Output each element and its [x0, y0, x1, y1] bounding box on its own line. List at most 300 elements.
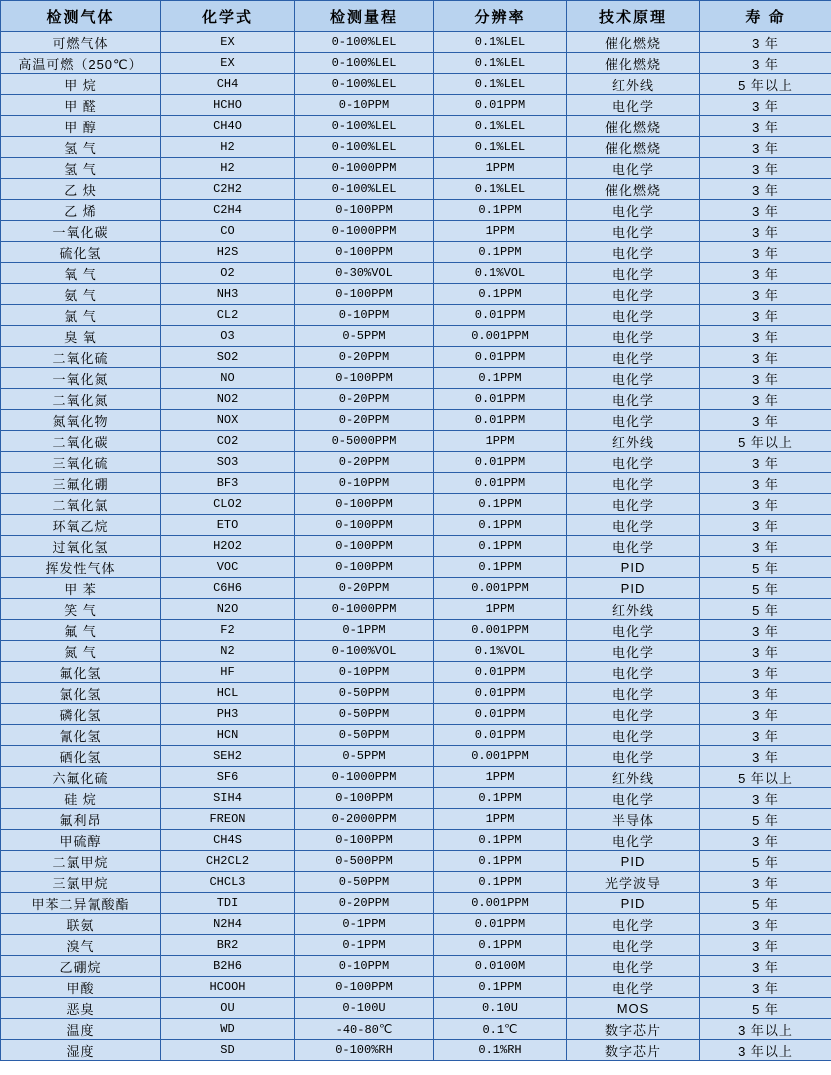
table-cell: 3 年	[700, 473, 831, 494]
table-cell: 3 年	[700, 158, 831, 179]
table-cell: 5 年以上	[700, 431, 831, 452]
table-cell: 电化学	[567, 284, 700, 305]
table-cell: 0.01PPM	[434, 683, 567, 704]
table-cell: 3 年	[700, 389, 831, 410]
table-cell: 3 年	[700, 347, 831, 368]
table-cell: 0.001PPM	[434, 578, 567, 599]
table-cell: 3 年	[700, 200, 831, 221]
table-row	[1, 956, 831, 977]
table-row	[1, 158, 831, 179]
table-cell: -40-80℃	[295, 1019, 434, 1040]
table-row	[1, 116, 831, 137]
table-cell: 0-100PPM	[295, 830, 434, 851]
table-cell: 电化学	[567, 662, 700, 683]
table-cell: CH4S	[161, 830, 295, 851]
table-cell: BF3	[161, 473, 295, 494]
table-cell: 0.01PPM	[434, 410, 567, 431]
table-cell: 5 年	[700, 998, 831, 1019]
table-cell: 0-1PPM	[295, 935, 434, 956]
table-cell: N2	[161, 641, 295, 662]
table-cell: 甲苯二异氰酸酯	[1, 893, 161, 914]
table-cell: 0-100PPM	[295, 977, 434, 998]
table-cell: 3 年	[700, 935, 831, 956]
table-cell: VOC	[161, 557, 295, 578]
table-cell: 0.1PPM	[434, 515, 567, 536]
table-cell: 0.1%LEL	[434, 137, 567, 158]
table-cell: 电化学	[567, 746, 700, 767]
table-row	[1, 998, 831, 1019]
table-cell: 3 年	[700, 116, 831, 137]
table-cell: 0.01PPM	[434, 704, 567, 725]
table-cell: 0-5000PPM	[295, 431, 434, 452]
table-cell: 甲酸	[1, 977, 161, 998]
table-cell: 3 年	[700, 725, 831, 746]
table-cell: 3 年	[700, 263, 831, 284]
table-cell: 0.1PPM	[434, 935, 567, 956]
table-cell: 3 年	[700, 53, 831, 74]
table-cell: 0-2000PPM	[295, 809, 434, 830]
table-cell: 3 年	[700, 683, 831, 704]
table-cell: 1PPM	[434, 767, 567, 788]
table-cell: SF6	[161, 767, 295, 788]
table-cell: 氯化氢	[1, 683, 161, 704]
table-cell: O3	[161, 326, 295, 347]
table-cell: 催化燃烧	[567, 116, 700, 137]
table-row	[1, 200, 831, 221]
table-cell: PID	[567, 557, 700, 578]
table-cell: EX	[161, 32, 295, 53]
table-cell: 二氧化硫	[1, 347, 161, 368]
table-cell: 0.1%VOL	[434, 263, 567, 284]
table-cell: N2H4	[161, 914, 295, 935]
table-cell: EX	[161, 53, 295, 74]
table-cell: 0-20PPM	[295, 578, 434, 599]
table-cell: 0.10U	[434, 998, 567, 1019]
table-cell: 0.01PPM	[434, 914, 567, 935]
table-row	[1, 410, 831, 431]
table-row	[1, 641, 831, 662]
table-cell: 3 年	[700, 242, 831, 263]
table-cell: 0-100%LEL	[295, 32, 434, 53]
table-cell: 3 年	[700, 977, 831, 998]
table-cell: 红外线	[567, 74, 700, 95]
table-cell: NO	[161, 368, 295, 389]
table-cell: 0-1000PPM	[295, 599, 434, 620]
table-cell: 0.1%LEL	[434, 32, 567, 53]
table-cell: CH4O	[161, 116, 295, 137]
table-cell: 3 年	[700, 872, 831, 893]
table-cell: C6H6	[161, 578, 295, 599]
table-cell: 六氟化硫	[1, 767, 161, 788]
table-cell: 电化学	[567, 830, 700, 851]
table-row	[1, 137, 831, 158]
table-cell: 0.1%RH	[434, 1040, 567, 1061]
table-cell: 3 年	[700, 494, 831, 515]
table-cell: 联氨	[1, 914, 161, 935]
table-cell: 乙硼烷	[1, 956, 161, 977]
table-cell: 0.001PPM	[434, 893, 567, 914]
table-cell: C2H4	[161, 200, 295, 221]
table-row	[1, 893, 831, 914]
table-row	[1, 32, 831, 53]
table-cell: 1PPM	[434, 809, 567, 830]
table-cell: CO2	[161, 431, 295, 452]
table-cell: 0-100%LEL	[295, 116, 434, 137]
table-cell: 电化学	[567, 641, 700, 662]
table-cell: 0-100PPM	[295, 200, 434, 221]
table-cell: 恶臭	[1, 998, 161, 1019]
table-cell: 0.1%VOL	[434, 641, 567, 662]
table-row	[1, 683, 831, 704]
table-cell: 0-20PPM	[295, 410, 434, 431]
table-row	[1, 53, 831, 74]
table-cell: 电化学	[567, 683, 700, 704]
table-cell: 电化学	[567, 704, 700, 725]
table-row	[1, 452, 831, 473]
table-row	[1, 347, 831, 368]
table-cell: 3 年	[700, 536, 831, 557]
table-cell: 0-20PPM	[295, 893, 434, 914]
table-cell: TDI	[161, 893, 295, 914]
table-cell: 甲 醛	[1, 95, 161, 116]
column-header-gas: 检测气体	[1, 1, 161, 32]
table-row	[1, 704, 831, 725]
table-cell: H2S	[161, 242, 295, 263]
table-cell: 氰化氢	[1, 725, 161, 746]
table-cell: 3 年	[700, 452, 831, 473]
table-cell: 0.01PPM	[434, 662, 567, 683]
table-cell: O2	[161, 263, 295, 284]
table-cell: WD	[161, 1019, 295, 1040]
table-row	[1, 620, 831, 641]
table-cell: 电化学	[567, 158, 700, 179]
table-cell: 电化学	[567, 452, 700, 473]
table-row	[1, 221, 831, 242]
table-cell: 3 年以上	[700, 1040, 831, 1061]
table-cell: 3 年	[700, 179, 831, 200]
table-cell: 0.1PPM	[434, 242, 567, 263]
table-cell: 电化学	[567, 515, 700, 536]
column-header-principle: 技术原理	[567, 1, 700, 32]
table-cell: 0.1%LEL	[434, 53, 567, 74]
table-cell: HCOOH	[161, 977, 295, 998]
table-cell: PH3	[161, 704, 295, 725]
table-cell: BR2	[161, 935, 295, 956]
table-cell: 0.1PPM	[434, 557, 567, 578]
table-cell: 1PPM	[434, 599, 567, 620]
table-cell: OU	[161, 998, 295, 1019]
table-cell: 氟 气	[1, 620, 161, 641]
table-cell: 0-100U	[295, 998, 434, 1019]
table-cell: 0-100%LEL	[295, 53, 434, 74]
table-cell: 0.1PPM	[434, 851, 567, 872]
table-cell: 3 年	[700, 620, 831, 641]
table-cell: 0.1PPM	[434, 494, 567, 515]
table-cell: 光学波导	[567, 872, 700, 893]
table-cell: 0.1PPM	[434, 872, 567, 893]
table-row	[1, 746, 831, 767]
table-cell: 笑 气	[1, 599, 161, 620]
table-cell: NOX	[161, 410, 295, 431]
table-cell: 二氧化碳	[1, 431, 161, 452]
table-cell: 0-100PPM	[295, 494, 434, 515]
table-header	[1, 1, 831, 32]
table-cell: 3 年	[700, 221, 831, 242]
table-cell: 电化学	[567, 368, 700, 389]
table-cell: 0.1℃	[434, 1019, 567, 1040]
table-cell: 催化燃烧	[567, 32, 700, 53]
table-cell: 3 年	[700, 641, 831, 662]
table-cell: 0-100PPM	[295, 242, 434, 263]
table-row	[1, 578, 831, 599]
table-cell: 硒化氢	[1, 746, 161, 767]
table-cell: 0-100PPM	[295, 515, 434, 536]
table-cell: 0-10PPM	[295, 473, 434, 494]
table-cell: 甲 烷	[1, 74, 161, 95]
table-cell: 甲 醇	[1, 116, 161, 137]
table-cell: 电化学	[567, 494, 700, 515]
table-cell: CO	[161, 221, 295, 242]
column-header-range: 检测量程	[295, 1, 434, 32]
table-cell: 温度	[1, 1019, 161, 1040]
table-cell: 硫化氢	[1, 242, 161, 263]
table-cell: 三氟化硼	[1, 473, 161, 494]
table-cell: SO2	[161, 347, 295, 368]
table-cell: NO2	[161, 389, 295, 410]
table-cell: SO3	[161, 452, 295, 473]
table-cell: 半导体	[567, 809, 700, 830]
table-cell: 0.1%LEL	[434, 116, 567, 137]
table-cell: 0-100PPM	[295, 536, 434, 557]
table-cell: 电化学	[567, 347, 700, 368]
table-cell: 3 年	[700, 515, 831, 536]
table-cell: 电化学	[567, 788, 700, 809]
table-header-row	[1, 1, 831, 32]
table-cell: 5 年	[700, 809, 831, 830]
table-row	[1, 515, 831, 536]
table-row	[1, 326, 831, 347]
table-cell: 挥发性气体	[1, 557, 161, 578]
table-cell: 0.01PPM	[434, 305, 567, 326]
column-header-resolution: 分辨率	[434, 1, 567, 32]
table-row	[1, 725, 831, 746]
table-cell: 环氧乙烷	[1, 515, 161, 536]
table-cell: 0-10PPM	[295, 662, 434, 683]
table-cell: 催化燃烧	[567, 179, 700, 200]
table-cell: PID	[567, 851, 700, 872]
table-cell: 0-20PPM	[295, 347, 434, 368]
table-cell: 0.01PPM	[434, 452, 567, 473]
table-cell: 3 年	[700, 32, 831, 53]
table-row	[1, 872, 831, 893]
table-cell: 三氧化硫	[1, 452, 161, 473]
table-cell: HF	[161, 662, 295, 683]
table-row	[1, 284, 831, 305]
table-cell: H2O2	[161, 536, 295, 557]
table-cell: 0.01PPM	[434, 389, 567, 410]
table-row	[1, 431, 831, 452]
table-cell: 0-100%LEL	[295, 137, 434, 158]
table-cell: 3 年	[700, 137, 831, 158]
table-cell: 3 年	[700, 746, 831, 767]
table-cell: 电化学	[567, 242, 700, 263]
table-cell: 电化学	[567, 221, 700, 242]
table-cell: 3 年	[700, 368, 831, 389]
table-cell: HCHO	[161, 95, 295, 116]
table-cell: 3 年以上	[700, 1019, 831, 1040]
table-row	[1, 914, 831, 935]
table-row	[1, 788, 831, 809]
table-cell: 电化学	[567, 935, 700, 956]
table-cell: 氮 气	[1, 641, 161, 662]
table-cell: 0-50PPM	[295, 872, 434, 893]
table-cell: 电化学	[567, 536, 700, 557]
table-cell: 0.0100M	[434, 956, 567, 977]
table-row	[1, 389, 831, 410]
table-cell: 0.1PPM	[434, 977, 567, 998]
table-cell: 5 年	[700, 893, 831, 914]
table-cell: 甲 苯	[1, 578, 161, 599]
table-cell: 电化学	[567, 305, 700, 326]
table-cell: 0-50PPM	[295, 683, 434, 704]
table-cell: CHCL3	[161, 872, 295, 893]
table-cell: 磷化氢	[1, 704, 161, 725]
table-cell: 0-100%LEL	[295, 74, 434, 95]
table-cell: 0.1%LEL	[434, 179, 567, 200]
table-cell: 电化学	[567, 620, 700, 641]
table-row	[1, 935, 831, 956]
table-row	[1, 851, 831, 872]
table-cell: N2O	[161, 599, 295, 620]
table-cell: HCN	[161, 725, 295, 746]
table-cell: 二氯甲烷	[1, 851, 161, 872]
table-cell: 0-100PPM	[295, 557, 434, 578]
table-cell: 氨 气	[1, 284, 161, 305]
table-cell: 5 年	[700, 851, 831, 872]
table-cell: CH2CL2	[161, 851, 295, 872]
table-cell: MOS	[567, 998, 700, 1019]
table-row	[1, 767, 831, 788]
table-cell: 0.1PPM	[434, 788, 567, 809]
table-cell: 5 年以上	[700, 74, 831, 95]
table-cell: 电化学	[567, 326, 700, 347]
table-cell: 0-1PPM	[295, 914, 434, 935]
table-row	[1, 599, 831, 620]
table-row	[1, 179, 831, 200]
table-row	[1, 557, 831, 578]
table-cell: 0-10PPM	[295, 956, 434, 977]
table-cell: 0-30%VOL	[295, 263, 434, 284]
table-cell: CL2	[161, 305, 295, 326]
table-cell: CLO2	[161, 494, 295, 515]
table-cell: 0.1%LEL	[434, 74, 567, 95]
table-cell: 0-100PPM	[295, 788, 434, 809]
table-cell: NH3	[161, 284, 295, 305]
table-row	[1, 263, 831, 284]
table-cell: 0-1PPM	[295, 620, 434, 641]
table-cell: 氢 气	[1, 137, 161, 158]
table-cell: 0.001PPM	[434, 746, 567, 767]
table-cell: 0.01PPM	[434, 473, 567, 494]
table-cell: 0-10PPM	[295, 95, 434, 116]
table-cell: ETO	[161, 515, 295, 536]
table-cell: 0.1PPM	[434, 830, 567, 851]
table-cell: 3 年	[700, 410, 831, 431]
table-row	[1, 473, 831, 494]
table-row	[1, 830, 831, 851]
table-cell: 溴气	[1, 935, 161, 956]
table-cell: 氟利昂	[1, 809, 161, 830]
table-cell: 0-500PPM	[295, 851, 434, 872]
table-cell: 红外线	[567, 431, 700, 452]
table-cell: 0-100%VOL	[295, 641, 434, 662]
column-header-lifespan: 寿 命	[700, 1, 831, 32]
table-cell: 3 年	[700, 830, 831, 851]
table-cell: 3 年	[700, 914, 831, 935]
table-cell: 0.1PPM	[434, 284, 567, 305]
table-cell: 一氧化氮	[1, 368, 161, 389]
table-cell: 二氧化氮	[1, 389, 161, 410]
table-cell: SIH4	[161, 788, 295, 809]
table-cell: F2	[161, 620, 295, 641]
table-cell: 3 年	[700, 284, 831, 305]
table-cell: 电化学	[567, 263, 700, 284]
table-cell: 二氧化氯	[1, 494, 161, 515]
table-cell: 5 年以上	[700, 767, 831, 788]
table-cell: 1PPM	[434, 221, 567, 242]
table-cell: 硅 烷	[1, 788, 161, 809]
table-cell: 乙 烯	[1, 200, 161, 221]
table-cell: 0-50PPM	[295, 704, 434, 725]
table-cell: 红外线	[567, 599, 700, 620]
table-row	[1, 494, 831, 515]
table-cell: 0.01PPM	[434, 725, 567, 746]
table-cell: 3 年	[700, 305, 831, 326]
table-cell: 电化学	[567, 914, 700, 935]
table-cell: 甲硫醇	[1, 830, 161, 851]
table-body	[1, 32, 831, 1061]
table-row	[1, 242, 831, 263]
table-cell: 0-20PPM	[295, 389, 434, 410]
table-cell: 0.001PPM	[434, 326, 567, 347]
table-row	[1, 1019, 831, 1040]
table-row	[1, 95, 831, 116]
table-cell: 氟化氢	[1, 662, 161, 683]
table-cell: PID	[567, 893, 700, 914]
table-cell: 电化学	[567, 410, 700, 431]
table-row	[1, 809, 831, 830]
table-cell: 0-100PPM	[295, 284, 434, 305]
table-cell: 0-1000PPM	[295, 158, 434, 179]
table-row	[1, 977, 831, 998]
table-cell: 红外线	[567, 767, 700, 788]
table-cell: 3 年	[700, 662, 831, 683]
table-cell: 1PPM	[434, 158, 567, 179]
table-cell: 3 年	[700, 956, 831, 977]
table-cell: CH4	[161, 74, 295, 95]
table-cell: 电化学	[567, 473, 700, 494]
table-row	[1, 536, 831, 557]
table-cell: 三氯甲烷	[1, 872, 161, 893]
table-cell: SEH2	[161, 746, 295, 767]
table-cell: 电化学	[567, 95, 700, 116]
table-cell: 0-5PPM	[295, 326, 434, 347]
table-cell: 乙 炔	[1, 179, 161, 200]
table-cell: 一氧化碳	[1, 221, 161, 242]
table-cell: 3 年	[700, 326, 831, 347]
table-cell: 0.1PPM	[434, 536, 567, 557]
table-row	[1, 74, 831, 95]
